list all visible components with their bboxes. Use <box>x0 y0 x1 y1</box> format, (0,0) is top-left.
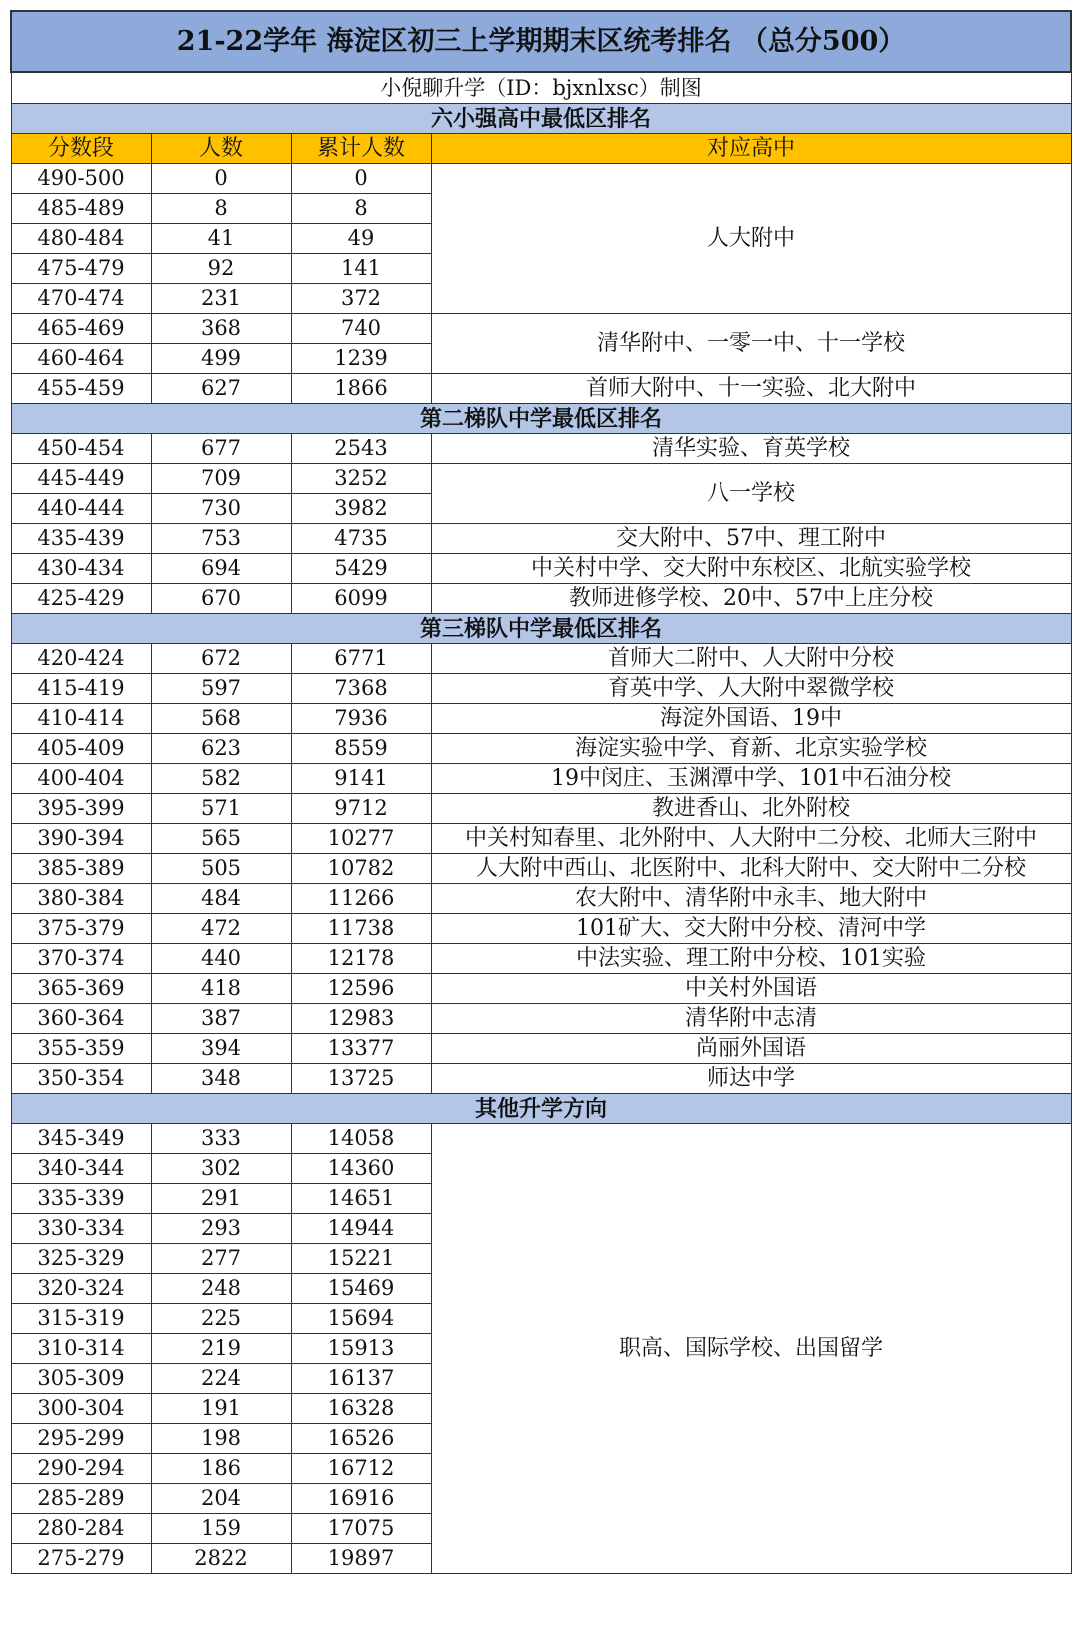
count-cell: 582 <box>151 764 291 794</box>
score-range-cell: 300-304 <box>11 1394 151 1424</box>
cumulative-cell: 1866 <box>291 374 431 404</box>
score-range-cell: 465-469 <box>11 314 151 344</box>
page-title: 21-22学年 海淀区初三上学期期末区统考排名 （总分500） <box>11 11 1071 72</box>
cumulative-cell: 14058 <box>291 1124 431 1154</box>
cumulative-cell: 6099 <box>291 584 431 614</box>
school-cell: 首师大附中、十一实验、北大附中 <box>431 374 1071 404</box>
school-cell: 清华附中志清 <box>431 1004 1071 1034</box>
count-cell: 672 <box>151 644 291 674</box>
table-row <box>11 584 1071 614</box>
score-range-cell: 410-414 <box>11 704 151 734</box>
cumulative-cell: 7936 <box>291 704 431 734</box>
cumulative-cell: 11266 <box>291 884 431 914</box>
cumulative-cell: 13377 <box>291 1034 431 1064</box>
score-range-cell: 285-289 <box>11 1484 151 1514</box>
score-range-cell: 365-369 <box>11 974 151 1004</box>
cumulative-cell: 8559 <box>291 734 431 764</box>
school-cell: 首师大二附中、人大附中分校 <box>431 644 1071 674</box>
score-range-cell: 450-454 <box>11 434 151 464</box>
section-title: 六小强高中最低区排名 <box>11 104 1071 134</box>
table-row <box>11 824 1071 854</box>
cumulative-cell: 1239 <box>291 344 431 374</box>
count-cell: 499 <box>151 344 291 374</box>
count-cell: 623 <box>151 734 291 764</box>
score-range-cell: 405-409 <box>11 734 151 764</box>
school-cell: 19中闵庄、玉渊潭中学、101中石油分校 <box>431 764 1071 794</box>
score-range-cell: 470-474 <box>11 284 151 314</box>
count-cell: 440 <box>151 944 291 974</box>
cumulative-cell: 15221 <box>291 1244 431 1274</box>
school-cell: 八一学校 <box>431 464 1071 524</box>
score-range-cell: 425-429 <box>11 584 151 614</box>
table-row <box>11 434 1071 464</box>
cumulative-cell: 12596 <box>291 974 431 1004</box>
cumulative-cell: 15913 <box>291 1334 431 1364</box>
cumulative-cell: 3982 <box>291 494 431 524</box>
school-cell: 中法实验、理工附中分校、101实验 <box>431 944 1071 974</box>
header-count: 人数 <box>151 134 291 164</box>
cumulative-cell: 14944 <box>291 1214 431 1244</box>
count-cell: 368 <box>151 314 291 344</box>
cumulative-cell: 6771 <box>291 644 431 674</box>
school-cell: 教进香山、北外附校 <box>431 794 1071 824</box>
cumulative-cell: 141 <box>291 254 431 284</box>
score-range-cell: 355-359 <box>11 1034 151 1064</box>
score-range-cell: 480-484 <box>11 224 151 254</box>
score-range-cell: 330-334 <box>11 1214 151 1244</box>
score-range-cell: 390-394 <box>11 824 151 854</box>
school-cell: 人大附中 <box>431 164 1071 314</box>
cumulative-cell: 9141 <box>291 764 431 794</box>
score-range-cell: 350-354 <box>11 1064 151 1094</box>
school-cell: 尚丽外国语 <box>431 1034 1071 1064</box>
count-cell: 484 <box>151 884 291 914</box>
count-cell: 418 <box>151 974 291 1004</box>
table-row <box>11 704 1071 734</box>
count-cell: 191 <box>151 1394 291 1424</box>
page-subtitle: 小倪聊升学（ID：bjxnlxsc）制图 <box>11 72 1071 104</box>
cumulative-cell: 2543 <box>291 434 431 464</box>
score-range-cell: 490-500 <box>11 164 151 194</box>
cumulative-cell: 0 <box>291 164 431 194</box>
cumulative-cell: 8 <box>291 194 431 224</box>
table-row <box>11 734 1071 764</box>
count-cell: 248 <box>151 1274 291 1304</box>
school-cell: 清华附中、一零一中、十一学校 <box>431 314 1071 374</box>
score-range-cell: 475-479 <box>11 254 151 284</box>
count-cell: 597 <box>151 674 291 704</box>
cumulative-cell: 16712 <box>291 1454 431 1484</box>
table-row <box>11 644 1071 674</box>
cumulative-cell: 16526 <box>291 1424 431 1454</box>
score-range-cell: 320-324 <box>11 1274 151 1304</box>
table-row <box>11 464 1071 494</box>
cumulative-cell: 5429 <box>291 554 431 584</box>
count-cell: 505 <box>151 854 291 884</box>
table-row <box>11 314 1071 344</box>
cumulative-cell: 11738 <box>291 914 431 944</box>
count-cell: 277 <box>151 1244 291 1274</box>
score-range-cell: 455-459 <box>11 374 151 404</box>
count-cell: 565 <box>151 824 291 854</box>
school-cell: 育英中学、人大附中翠微学校 <box>431 674 1071 704</box>
table-row <box>11 764 1071 794</box>
count-cell: 730 <box>151 494 291 524</box>
table-row <box>11 1124 1071 1154</box>
table-row <box>11 164 1071 194</box>
table-row <box>11 374 1071 404</box>
section-row <box>11 614 1071 644</box>
cumulative-cell: 15469 <box>291 1274 431 1304</box>
table-row <box>11 914 1071 944</box>
school-cell: 海淀实验中学、育新、北京实验学校 <box>431 734 1071 764</box>
count-cell: 186 <box>151 1454 291 1484</box>
score-range-cell: 290-294 <box>11 1454 151 1484</box>
column-header-row <box>11 134 1071 164</box>
score-range-cell: 370-374 <box>11 944 151 974</box>
cumulative-cell: 13725 <box>291 1064 431 1094</box>
score-range-cell: 440-444 <box>11 494 151 524</box>
count-cell: 291 <box>151 1184 291 1214</box>
header-school: 对应高中 <box>431 134 1071 164</box>
score-range-cell: 375-379 <box>11 914 151 944</box>
count-cell: 8 <box>151 194 291 224</box>
count-cell: 41 <box>151 224 291 254</box>
table-row <box>11 554 1071 584</box>
score-range-cell: 305-309 <box>11 1364 151 1394</box>
count-cell: 204 <box>151 1484 291 1514</box>
cumulative-cell: 17075 <box>291 1514 431 1544</box>
cumulative-cell: 3252 <box>291 464 431 494</box>
cumulative-cell: 14360 <box>291 1154 431 1184</box>
table-row <box>11 854 1071 884</box>
count-cell: 709 <box>151 464 291 494</box>
count-cell: 2822 <box>151 1544 291 1574</box>
score-range-cell: 345-349 <box>11 1124 151 1154</box>
cumulative-cell: 9712 <box>291 794 431 824</box>
score-range-cell: 275-279 <box>11 1544 151 1574</box>
score-range-cell: 315-319 <box>11 1304 151 1334</box>
score-range-cell: 335-339 <box>11 1184 151 1214</box>
cumulative-cell: 15694 <box>291 1304 431 1334</box>
school-cell: 教师进修学校、20中、57中上庄分校 <box>431 584 1071 614</box>
score-ranking-sheet <box>10 10 1070 1618</box>
score-range-cell: 310-314 <box>11 1334 151 1364</box>
score-range-cell: 445-449 <box>11 464 151 494</box>
score-range-cell: 435-439 <box>11 524 151 554</box>
school-cell: 101矿大、交大附中分校、清河中学 <box>431 914 1071 944</box>
cumulative-cell: 14651 <box>291 1184 431 1214</box>
count-cell: 302 <box>151 1154 291 1184</box>
count-cell: 231 <box>151 284 291 314</box>
cumulative-cell: 12178 <box>291 944 431 974</box>
score-range-cell: 325-329 <box>11 1244 151 1274</box>
section-title: 第三梯队中学最低区排名 <box>11 614 1071 644</box>
cumulative-cell: 12983 <box>291 1004 431 1034</box>
cumulative-cell: 49 <box>291 224 431 254</box>
cumulative-cell: 4735 <box>291 524 431 554</box>
count-cell: 472 <box>151 914 291 944</box>
school-cell: 中关村外国语 <box>431 974 1071 1004</box>
count-cell: 348 <box>151 1064 291 1094</box>
count-cell: 333 <box>151 1124 291 1154</box>
count-cell: 670 <box>151 584 291 614</box>
cumulative-cell: 10782 <box>291 854 431 884</box>
section-row <box>11 1094 1071 1124</box>
score-range-cell: 280-284 <box>11 1514 151 1544</box>
cumulative-cell: 16137 <box>291 1364 431 1394</box>
count-cell: 224 <box>151 1364 291 1394</box>
count-cell: 0 <box>151 164 291 194</box>
table-row <box>11 944 1071 974</box>
score-range-cell: 420-424 <box>11 644 151 674</box>
cumulative-cell: 740 <box>291 314 431 344</box>
table-row <box>11 794 1071 824</box>
count-cell: 225 <box>151 1304 291 1334</box>
table-row <box>11 1064 1071 1094</box>
score-range-cell: 380-384 <box>11 884 151 914</box>
school-cell: 人大附中西山、北医附中、北科大附中、交大附中二分校 <box>431 854 1071 884</box>
section-title: 第二梯队中学最低区排名 <box>11 404 1071 434</box>
score-range-cell: 295-299 <box>11 1424 151 1454</box>
cumulative-cell: 7368 <box>291 674 431 704</box>
count-cell: 394 <box>151 1034 291 1064</box>
cumulative-cell: 372 <box>291 284 431 314</box>
count-cell: 198 <box>151 1424 291 1454</box>
section-row <box>11 104 1071 134</box>
count-cell: 753 <box>151 524 291 554</box>
count-cell: 694 <box>151 554 291 584</box>
count-cell: 219 <box>151 1334 291 1364</box>
header-score-range: 分数段 <box>11 134 151 164</box>
score-range-cell: 415-419 <box>11 674 151 704</box>
school-cell: 中关村中学、交大附中东校区、北航实验学校 <box>431 554 1071 584</box>
score-range-cell: 360-364 <box>11 1004 151 1034</box>
cumulative-cell: 16916 <box>291 1484 431 1514</box>
count-cell: 568 <box>151 704 291 734</box>
table-row <box>11 674 1071 704</box>
score-range-cell: 340-344 <box>11 1154 151 1184</box>
score-range-cell: 400-404 <box>11 764 151 794</box>
cumulative-cell: 19897 <box>291 1544 431 1574</box>
title-row <box>11 11 1071 72</box>
school-cell: 农大附中、清华附中永丰、地大附中 <box>431 884 1071 914</box>
header-cumulative: 累计人数 <box>291 134 431 164</box>
count-cell: 571 <box>151 794 291 824</box>
count-cell: 92 <box>151 254 291 284</box>
section-title: 其他升学方向 <box>11 1094 1071 1124</box>
section-row <box>11 404 1071 434</box>
count-cell: 293 <box>151 1214 291 1244</box>
table-row <box>11 884 1071 914</box>
subtitle-row <box>11 72 1071 104</box>
score-range-cell: 385-389 <box>11 854 151 884</box>
school-cell: 海淀外国语、19中 <box>431 704 1071 734</box>
count-cell: 677 <box>151 434 291 464</box>
table-row <box>11 524 1071 554</box>
table-row <box>11 1034 1071 1064</box>
count-cell: 387 <box>151 1004 291 1034</box>
school-cell: 职高、国际学校、出国留学 <box>431 1124 1071 1574</box>
school-cell: 师达中学 <box>431 1064 1071 1094</box>
score-range-cell: 430-434 <box>11 554 151 584</box>
score-range-cell: 460-464 <box>11 344 151 374</box>
table-row <box>11 1004 1071 1034</box>
table-row <box>11 974 1071 1004</box>
score-range-cell: 485-489 <box>11 194 151 224</box>
ranking-table <box>10 10 1072 1574</box>
school-cell: 交大附中、57中、理工附中 <box>431 524 1071 554</box>
cumulative-cell: 16328 <box>291 1394 431 1424</box>
count-cell: 627 <box>151 374 291 404</box>
score-range-cell: 395-399 <box>11 794 151 824</box>
count-cell: 159 <box>151 1514 291 1544</box>
school-cell: 清华实验、育英学校 <box>431 434 1071 464</box>
cumulative-cell: 10277 <box>291 824 431 854</box>
school-cell: 中关村知春里、北外附中、人大附中二分校、北师大三附中 <box>431 824 1071 854</box>
